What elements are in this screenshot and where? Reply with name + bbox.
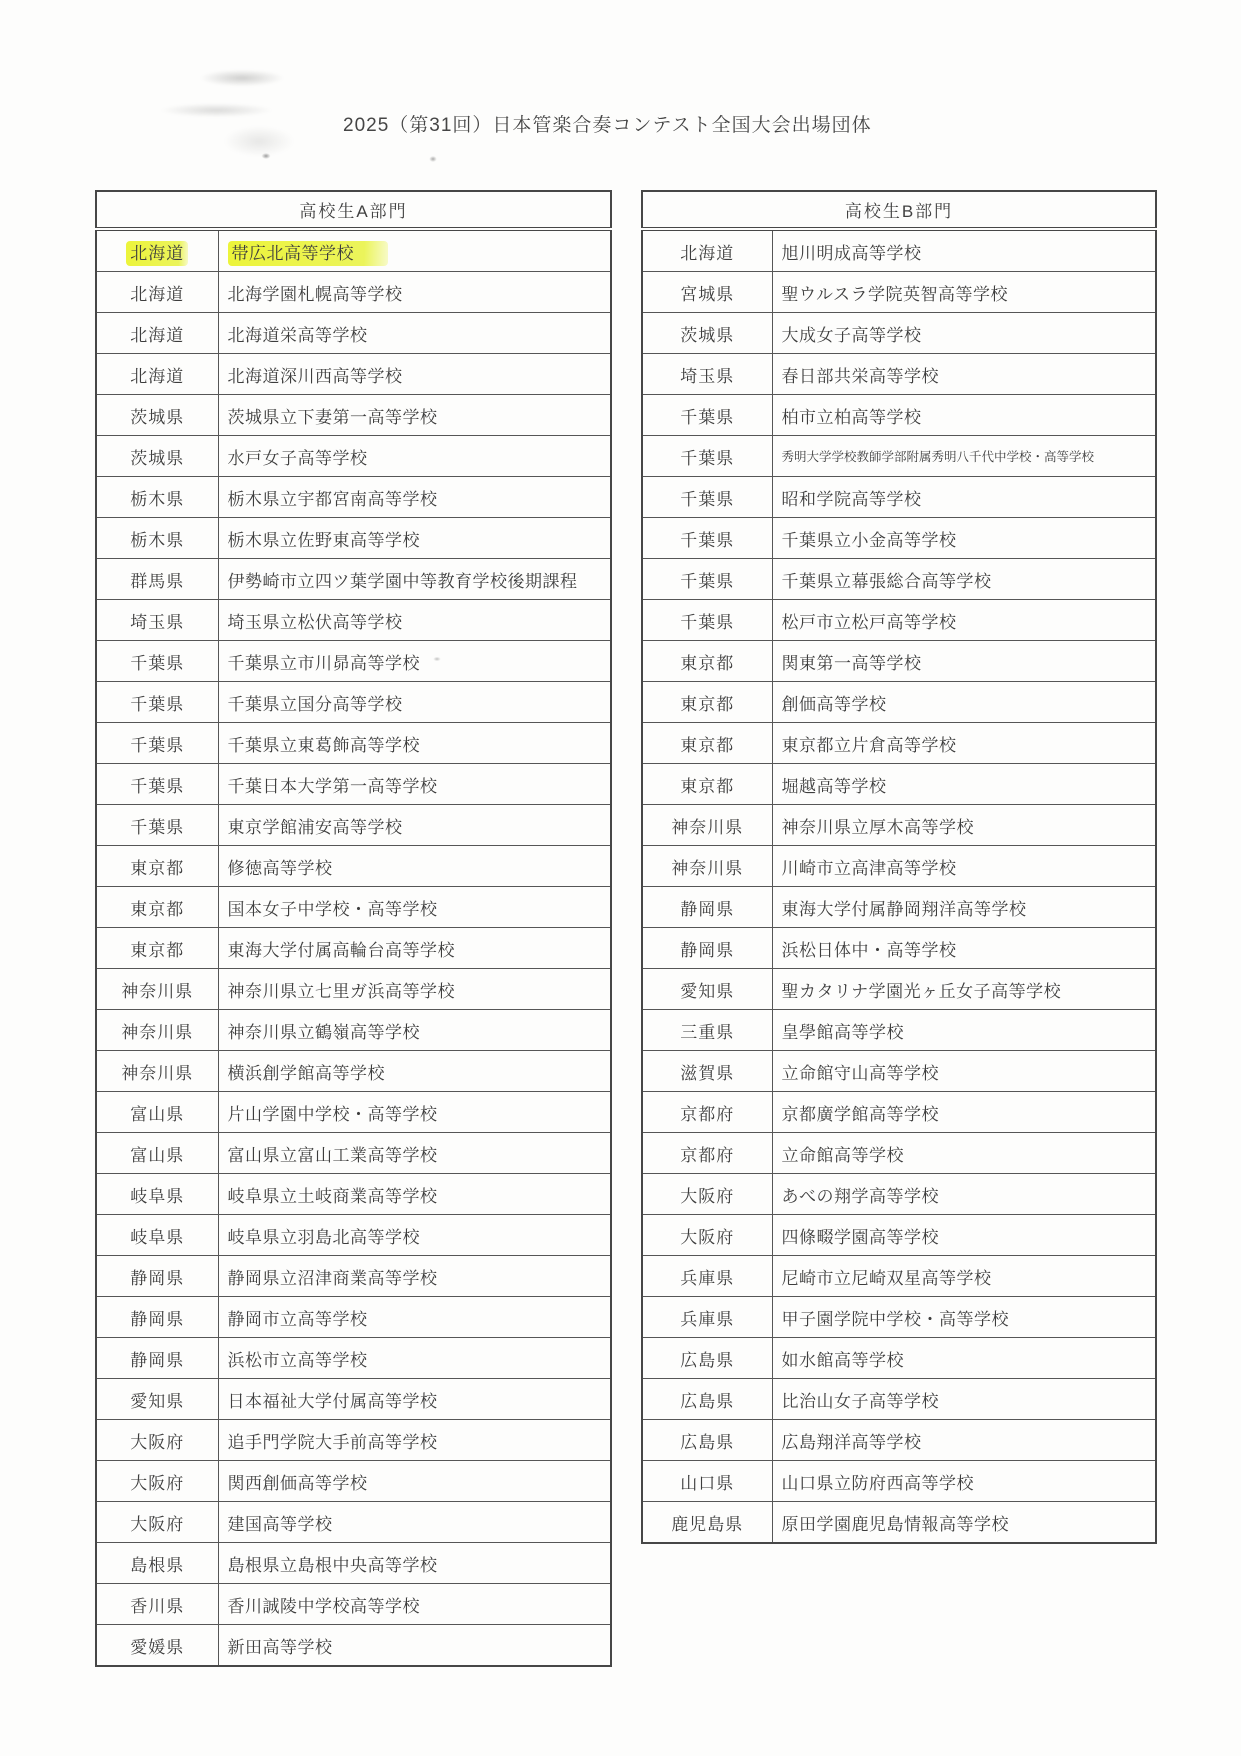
table-row <box>642 477 1156 518</box>
school-cell: 日本福祉大学付属高等学校 <box>218 1379 611 1420</box>
table-row <box>642 1297 1156 1338</box>
table-row <box>96 1010 611 1051</box>
table-row <box>96 1215 611 1256</box>
table-row <box>96 1092 611 1133</box>
division-b-header: 高校生B部門 <box>642 191 1156 229</box>
prefecture-cell: 岐阜県 <box>96 1215 218 1256</box>
prefecture-cell: 静岡県 <box>642 928 772 969</box>
prefecture-cell: 千葉県 <box>642 395 772 436</box>
school-cell: 静岡市立高等学校 <box>218 1297 611 1338</box>
table-row <box>96 600 611 641</box>
prefecture-cell: 神奈川県 <box>96 1010 218 1051</box>
table-row <box>642 764 1156 805</box>
table-row <box>642 1338 1156 1379</box>
school-cell <box>218 229 611 272</box>
table-row <box>96 969 611 1010</box>
table-row <box>642 1379 1156 1420</box>
prefecture-cell: 大阪府 <box>96 1502 218 1543</box>
table-row <box>642 559 1156 600</box>
prefecture-cell: 埼玉県 <box>96 600 218 641</box>
table-row <box>96 559 611 600</box>
prefecture-cell: 神奈川県 <box>96 969 218 1010</box>
table-row <box>96 1133 611 1174</box>
prefecture-cell: 北海道 <box>96 354 218 395</box>
prefecture-cell: 富山県 <box>96 1133 218 1174</box>
table-row <box>642 641 1156 682</box>
table-row <box>642 1092 1156 1133</box>
prefecture-cell: 千葉県 <box>642 436 772 477</box>
school-cell: 北海学園札幌高等学校 <box>218 272 611 313</box>
table-row <box>96 1502 611 1543</box>
table-row <box>96 928 611 969</box>
school-cell: 片山学園中学校・高等学校 <box>218 1092 611 1133</box>
prefecture-cell: 茨城県 <box>96 436 218 477</box>
table-row <box>96 1461 611 1502</box>
school-cell: 水戸女子高等学校 <box>218 436 611 477</box>
school-cell: 東海大学付属静岡翔洋高等学校 <box>772 887 1156 928</box>
school-cell: 伊勢崎市立四ツ葉学園中等教育学校後期課程 <box>218 559 611 600</box>
table-row <box>96 1584 611 1625</box>
table-row <box>642 887 1156 928</box>
school-cell: 川崎市立高津高等学校 <box>772 846 1156 887</box>
prefecture-cell: 北海道 <box>642 229 772 272</box>
prefecture-cell: 大阪府 <box>96 1420 218 1461</box>
prefecture-cell: 千葉県 <box>96 805 218 846</box>
prefecture-cell: 島根県 <box>96 1543 218 1584</box>
school-cell: 香川誠陵中学校高等学校 <box>218 1584 611 1625</box>
table-row <box>642 1502 1156 1544</box>
prefecture-cell: 岐阜県 <box>96 1174 218 1215</box>
prefecture-cell: 北海道 <box>96 313 218 354</box>
school-cell: 山口県立防府西高等学校 <box>772 1461 1156 1502</box>
prefecture-cell: 茨城県 <box>642 313 772 354</box>
school-cell: 千葉県立幕張総合高等学校 <box>772 559 1156 600</box>
school-cell: 富山県立富山工業高等学校 <box>218 1133 611 1174</box>
table-row <box>96 1338 611 1379</box>
table-row <box>96 1051 611 1092</box>
table-row <box>96 436 611 477</box>
prefecture-cell: 東京都 <box>96 846 218 887</box>
prefecture-cell: 東京都 <box>96 887 218 928</box>
school-cell: 原田学園鹿児島情報高等学校 <box>772 1502 1156 1544</box>
school-cell: 如水館高等学校 <box>772 1338 1156 1379</box>
prefecture-cell: 東京都 <box>96 928 218 969</box>
table-row <box>642 354 1156 395</box>
prefecture-cell: 広島県 <box>642 1338 772 1379</box>
table-row <box>642 518 1156 559</box>
prefecture-cell <box>96 229 218 272</box>
table-row <box>642 272 1156 313</box>
prefecture-cell: 山口県 <box>642 1461 772 1502</box>
school-cell: 立命館高等学校 <box>772 1133 1156 1174</box>
prefecture-cell: 富山県 <box>96 1092 218 1133</box>
scan-smudge <box>140 55 310 170</box>
school-cell: 立命館守山高等学校 <box>772 1051 1156 1092</box>
school-cell: 創価高等学校 <box>772 682 1156 723</box>
prefecture-cell: 静岡県 <box>96 1256 218 1297</box>
school-cell: 東海大学付属高輪台高等学校 <box>218 928 611 969</box>
prefecture-cell: 群馬県 <box>96 559 218 600</box>
school-cell: 栃木県立宇都宮南高等学校 <box>218 477 611 518</box>
prefecture-cell: 東京都 <box>642 682 772 723</box>
prefecture-cell: 大阪府 <box>642 1174 772 1215</box>
school-cell: 東京都立片倉高等学校 <box>772 723 1156 764</box>
table-row <box>96 229 611 272</box>
prefecture-cell: 大阪府 <box>96 1461 218 1502</box>
school-cell: 尼崎市立尼崎双星高等学校 <box>772 1256 1156 1297</box>
table-row <box>642 600 1156 641</box>
division-a-table <box>95 190 612 1667</box>
scan-speck <box>420 150 446 168</box>
table-header-row <box>642 191 1156 229</box>
school-cell: 聖ウルスラ学院英智高等学校 <box>772 272 1156 313</box>
prefecture-cell: 東京都 <box>642 723 772 764</box>
prefecture-cell: 千葉県 <box>96 641 218 682</box>
school-cell: 関東第一高等学校 <box>772 641 1156 682</box>
school-cell: 千葉県立東葛飾高等学校 <box>218 723 611 764</box>
school-cell: 北海道深川西高等学校 <box>218 354 611 395</box>
page-title: 2025（第31回）日本管楽合奏コンテスト全国大会出場団体 <box>343 115 872 136</box>
prefecture-cell: 大阪府 <box>642 1215 772 1256</box>
prefecture-cell: 愛媛県 <box>96 1625 218 1667</box>
table-row <box>96 313 611 354</box>
table-row <box>96 1543 611 1584</box>
table-row <box>642 1010 1156 1051</box>
highlight-marker: 帯広北高等学校 <box>228 241 389 266</box>
school-cell: 比治山女子高等学校 <box>772 1379 1156 1420</box>
table-row <box>96 1297 611 1338</box>
school-cell: 松戸市立松戸高等学校 <box>772 600 1156 641</box>
school-cell: 京都廣学館高等学校 <box>772 1092 1156 1133</box>
school-cell: 茨城県立下妻第一高等学校 <box>218 395 611 436</box>
table-row <box>96 805 611 846</box>
prefecture-cell: 千葉県 <box>96 682 218 723</box>
school-cell: 春日部共栄高等学校 <box>772 354 1156 395</box>
prefecture-cell: 神奈川県 <box>642 805 772 846</box>
table-row <box>642 313 1156 354</box>
school-cell: 千葉県立国分高等学校 <box>218 682 611 723</box>
table-row <box>642 723 1156 764</box>
school-cell: 浜松日体中・高等学校 <box>772 928 1156 969</box>
school-cell: 昭和学院高等学校 <box>772 477 1156 518</box>
table-row <box>642 1174 1156 1215</box>
table-row <box>96 682 611 723</box>
school-cell: 千葉県立小金高等学校 <box>772 518 1156 559</box>
table-row <box>96 1256 611 1297</box>
school-cell: 聖カタリナ学園光ヶ丘女子高等学校 <box>772 969 1156 1010</box>
table-row <box>642 1461 1156 1502</box>
prefecture-cell: 東京都 <box>642 641 772 682</box>
table-row <box>96 518 611 559</box>
school-cell: 堀越高等学校 <box>772 764 1156 805</box>
prefecture-cell: 千葉県 <box>642 518 772 559</box>
table-row <box>96 723 611 764</box>
school-cell: 千葉日本大学第一高等学校 <box>218 764 611 805</box>
prefecture-cell: 広島県 <box>642 1420 772 1461</box>
prefecture-cell: 京都府 <box>642 1133 772 1174</box>
highlight-marker: 北海道 <box>126 241 188 266</box>
table-row <box>96 1379 611 1420</box>
prefecture-cell: 埼玉県 <box>642 354 772 395</box>
prefecture-cell: 茨城県 <box>96 395 218 436</box>
prefecture-cell: 静岡県 <box>96 1297 218 1338</box>
school-cell: 横浜創学館高等学校 <box>218 1051 611 1092</box>
school-cell: 神奈川県立七里ガ浜高等学校 <box>218 969 611 1010</box>
prefecture-cell: 兵庫県 <box>642 1297 772 1338</box>
table-row <box>642 395 1156 436</box>
school-cell: 神奈川県立鶴嶺高等学校 <box>218 1010 611 1051</box>
prefecture-cell: 北海道 <box>96 272 218 313</box>
school-cell: 北海道栄高等学校 <box>218 313 611 354</box>
school-cell: あべの翔学高等学校 <box>772 1174 1156 1215</box>
table-row <box>96 477 611 518</box>
table-row <box>642 229 1156 272</box>
school-cell: 秀明大学学校教師学部附属秀明八千代中学校・高等学校 <box>772 436 1156 477</box>
prefecture-cell: 兵庫県 <box>642 1256 772 1297</box>
school-cell: 栃木県立佐野東高等学校 <box>218 518 611 559</box>
prefecture-cell: 鹿児島県 <box>642 1502 772 1544</box>
school-cell: 修徳高等学校 <box>218 846 611 887</box>
prefecture-cell: 千葉県 <box>642 477 772 518</box>
school-cell: 広島翔洋高等学校 <box>772 1420 1156 1461</box>
table-row <box>96 641 611 682</box>
table-row <box>642 682 1156 723</box>
prefecture-cell: 愛知県 <box>96 1379 218 1420</box>
table-row <box>642 846 1156 887</box>
division-a-header: 高校生A部門 <box>96 191 611 229</box>
table-row <box>642 805 1156 846</box>
school-cell: 岐阜県立土岐商業高等学校 <box>218 1174 611 1215</box>
prefecture-cell: 静岡県 <box>642 887 772 928</box>
table-row <box>96 846 611 887</box>
school-cell: 埼玉県立松伏高等学校 <box>218 600 611 641</box>
prefecture-cell: 千葉県 <box>96 764 218 805</box>
school-cell: 建国高等学校 <box>218 1502 611 1543</box>
prefecture-cell: 滋賀県 <box>642 1051 772 1092</box>
school-cell: 甲子園学院中学校・高等学校 <box>772 1297 1156 1338</box>
prefecture-cell: 神奈川県 <box>642 846 772 887</box>
prefecture-cell: 愛知県 <box>642 969 772 1010</box>
prefecture-cell: 三重県 <box>642 1010 772 1051</box>
prefecture-cell: 栃木県 <box>96 477 218 518</box>
school-cell: 千葉県立市川昴高等学校 <box>218 641 611 682</box>
prefecture-cell: 東京都 <box>642 764 772 805</box>
table-row <box>96 887 611 928</box>
prefecture-cell: 広島県 <box>642 1379 772 1420</box>
school-cell: 関西創価高等学校 <box>218 1461 611 1502</box>
prefecture-cell: 静岡県 <box>96 1338 218 1379</box>
school-cell: 神奈川県立厚木高等学校 <box>772 805 1156 846</box>
prefecture-cell: 栃木県 <box>96 518 218 559</box>
school-cell: 旭川明成高等学校 <box>772 229 1156 272</box>
table-row <box>642 1256 1156 1297</box>
table-row <box>96 272 611 313</box>
table-row <box>96 1420 611 1461</box>
school-cell: 大成女子高等学校 <box>772 313 1156 354</box>
table-header-row <box>96 191 611 229</box>
table-row <box>642 1133 1156 1174</box>
prefecture-cell: 宮城県 <box>642 272 772 313</box>
school-cell: 岐阜県立羽島北高等学校 <box>218 1215 611 1256</box>
table-row <box>96 764 611 805</box>
table-row <box>642 1051 1156 1092</box>
table-row <box>96 1174 611 1215</box>
division-b-table <box>641 190 1157 1544</box>
school-cell: 皇學館高等学校 <box>772 1010 1156 1051</box>
table-row <box>642 928 1156 969</box>
school-cell: 追手門学院大手前高等学校 <box>218 1420 611 1461</box>
table-row <box>96 1625 611 1667</box>
prefecture-cell: 香川県 <box>96 1584 218 1625</box>
table-row <box>642 1215 1156 1256</box>
table-row <box>642 436 1156 477</box>
school-cell: 東京学館浦安高等学校 <box>218 805 611 846</box>
school-cell: 柏市立柏高等学校 <box>772 395 1156 436</box>
table-row <box>642 969 1156 1010</box>
school-cell: 静岡県立沼津商業高等学校 <box>218 1256 611 1297</box>
school-cell: 島根県立島根中央高等学校 <box>218 1543 611 1584</box>
school-cell: 国本女子中学校・高等学校 <box>218 887 611 928</box>
prefecture-cell: 千葉県 <box>96 723 218 764</box>
table-row <box>96 395 611 436</box>
table-row <box>642 1420 1156 1461</box>
school-cell: 浜松市立高等学校 <box>218 1338 611 1379</box>
school-cell: 四條畷学園高等学校 <box>772 1215 1156 1256</box>
prefecture-cell: 千葉県 <box>642 600 772 641</box>
table-row <box>96 354 611 395</box>
prefecture-cell: 神奈川県 <box>96 1051 218 1092</box>
scan-speck <box>255 148 277 164</box>
school-cell: 新田高等学校 <box>218 1625 611 1667</box>
prefecture-cell: 京都府 <box>642 1092 772 1133</box>
prefecture-cell: 千葉県 <box>642 559 772 600</box>
